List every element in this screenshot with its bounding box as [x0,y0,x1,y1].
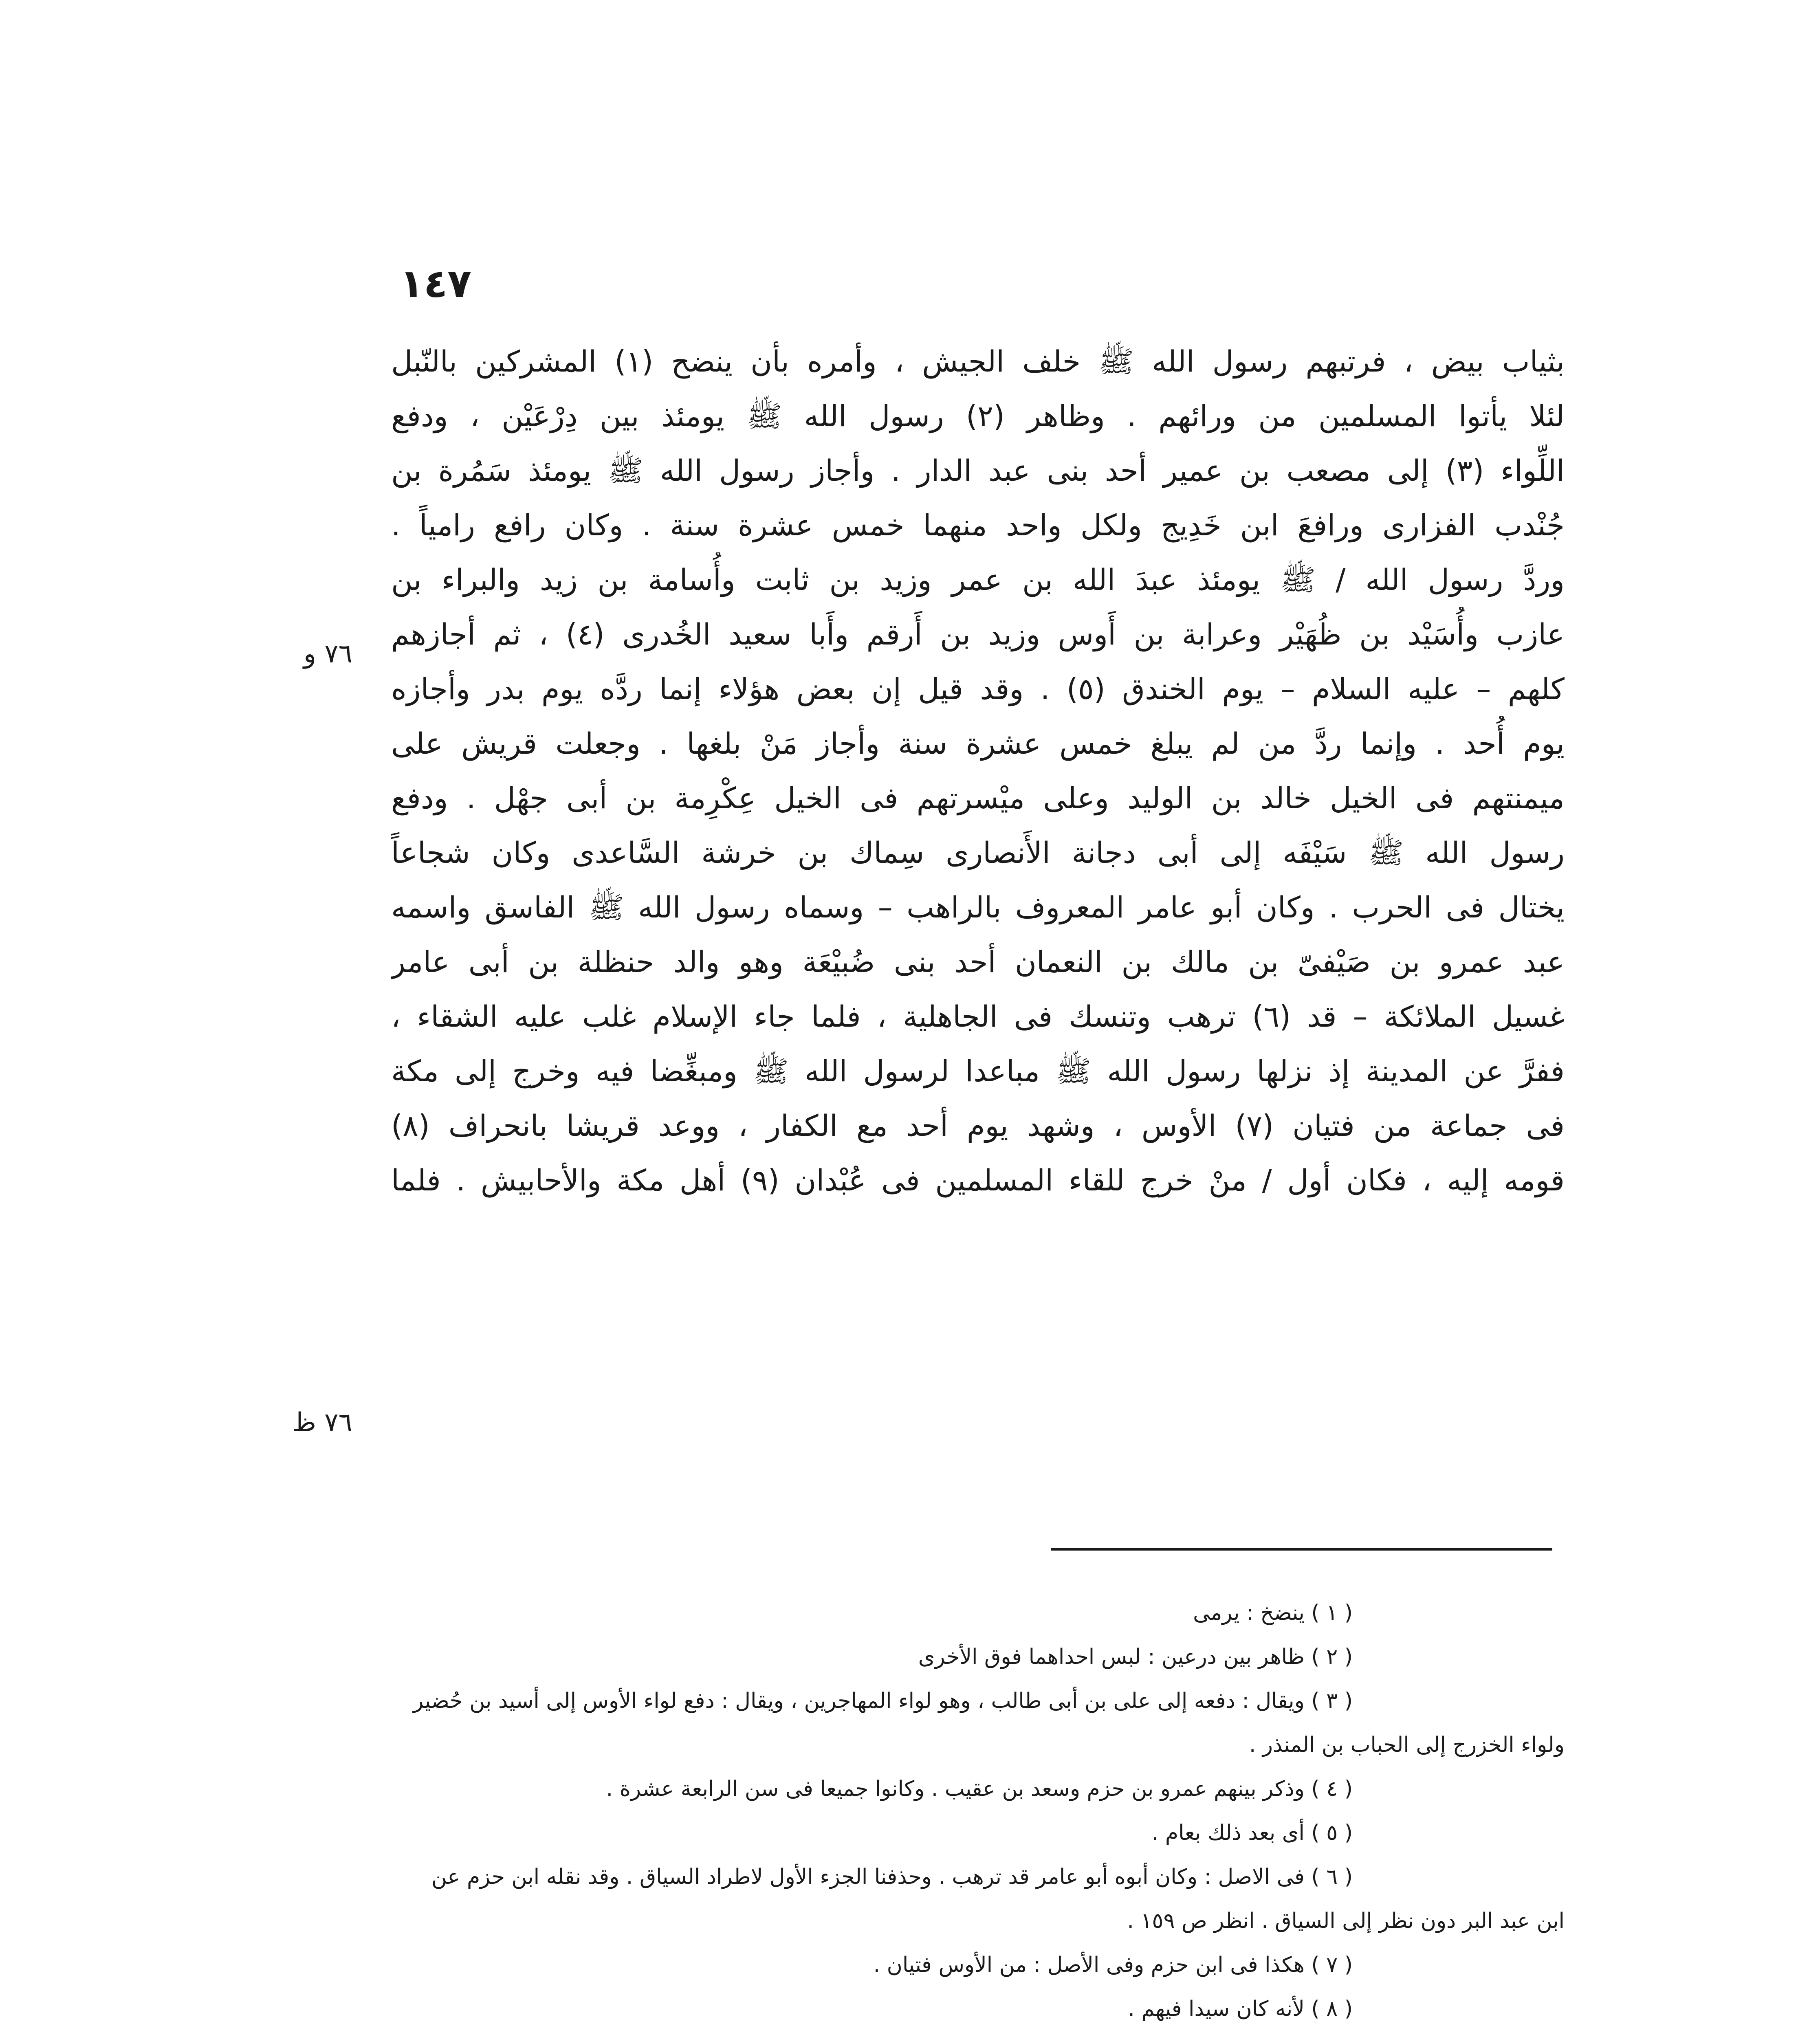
margin-folio-recto: ٧٦ و [304,639,352,669]
footnote: ( ٧ ) هكذا فى ابن حزم وفى الأصل : من الأوس فتيان . [873,1953,1353,1977]
footnote: ( ١ ) ينضخ : يرمى [1193,1601,1353,1625]
body-line: فى جماعة من فتيان (٧) الأوس ، وشهد يوم أحد مع الكفار ، ووعد قريشا بانحراف (٨) [391,1109,1565,1143]
footnote [375,2031,1565,2037]
footnotes [375,1591,1565,2037]
footnote: ( ٨ ) لأنه كان سيدا فيهم . [1128,1997,1353,2021]
body-line: يوم أُحد . وإنما ردَّ من لم يبلغ خمس عشرة سنة وأجاز مَنْ بلغها . وجعلت قريش على [391,726,1565,761]
body-line: عازب وأُسَيْد بن ظُهَيْر وعرابة بن أَوس وزيد بن أَرقم وأَبا سعيد الخُدرى (٤) ، ثم أجازهم [391,617,1565,651]
body-line: غسيل الملائكة – قد (٦) ترهب وتنسك فى الجاهلية ، فلما جاء الإسلام غلب عليه الشقاء ، [391,999,1565,1034]
footnote-continuation: ابن عبد البر دون نظر إلى السياق . انظر ص ١٥٩ . [1127,1909,1565,1933]
body-line: كلهم – عليه السلام – يوم الخندق (٥) . وقد قيل إن بعض هؤلاء إنما ردَّه يوم بدر وأجازه [391,672,1565,706]
body-line: جُنْدب الفزارى ورافعَ ابن خَدِيج ولكل واحد منهما خمس عشرة سنة . وكان رافع رامياً . [391,508,1565,542]
body-line: وردَّ رسول الله / ﷺ يومئذ عبدَ الله بن عمر وزيد بن ثابت وأُسامة بن زيد والبراء بن [391,563,1565,597]
body-line: اللِّواء (٣) إلى مصعب بن عمير أحد بنى عبد الدار . وأجاز رسول الله ﷺ يومئذ سَمُرة بن [391,453,1565,488]
footnote: ( ٦ ) فى الاصل : وكان أبوه أبو عامر قد ترهب . وحذفنا الجزء الأول لاطراد السياق . وقد نقله ابن حزم عن [431,1865,1353,1889]
body-line: يختال فى الحرب . وكان أبو عامر المعروف بالراهب – وسماه رسول الله ﷺ الفاسق واسمه [391,890,1565,924]
footnote-divider [1051,1548,1552,1551]
footnote-continuation: ولواء الخزرج إلى الحباب بن المنذر . [1249,1733,1565,1757]
body-line: عبد عمرو بن صَيْفىّ بن مالك بن النعمان أحد بنى ضُبيْعَة وهو والد حنظلة بن أبى عامر [391,945,1565,979]
body-line: رسول الله ﷺ سَيْفَه إلى أبى دجانة الأَنصارى سِماك بن خرشة السَّاعدى وكان شجاعاً [391,836,1565,870]
body-line: بثياب بيض ، فرتبهم رسول الله ﷺ خلف الجيش ، وأمره بأن ينضح (١) المشركين بالنّبل [391,344,1565,378]
margin-folio-verso: ٧٦ ظ [292,1408,352,1438]
body-line: ميمنتهم فى الخيل خالد بن الوليد وعلى ميْسرتهم فى الخيل عِكْرِمة بن أبى جهْل . ودفع [391,781,1565,815]
footnote: ( ٤ ) وذكر بينهم عمرو بن حزم وسعد بن عقيب . وكانوا جميعا فى سن الرابعة عشرة . [606,1777,1353,1801]
page-number: ١٤٧ [400,261,471,306]
body-line: لئلا يأتوا المسلمين من ورائهم . وظاهر (٢) رسول الله ﷺ يومئذ بين دِرْعَيْن ، ودفع [391,399,1565,433]
footnote: ( ٥ ) أى بعد ذلك بعام . [1151,1821,1353,1845]
body-line: ففرَّ عن المدينة إذ نزلها رسول الله ﷺ مباعدا لرسول الله ﷺ ومبغِّضا فيه وخرج إلى مكة [391,1054,1565,1088]
main-text-block [391,334,1565,1208]
footnote: ( ٢ ) ظاهر بين درعين : لبس احداهما فوق الأخرى [918,1645,1353,1669]
footnote: ( ٣ ) ويقال : دفعه إلى على بن أبى طالب ، وهو لواء المهاجرين ، ويقال : دفع لواء الأوس إلى أسيد بن حُضير [413,1689,1353,1713]
body-line: قومه إليه ، فكان أول / منْ خرج للقاء المسلمين فى عُبْدان (٩) أهل مكة والأحابيش . فلما [391,1163,1565,1197]
